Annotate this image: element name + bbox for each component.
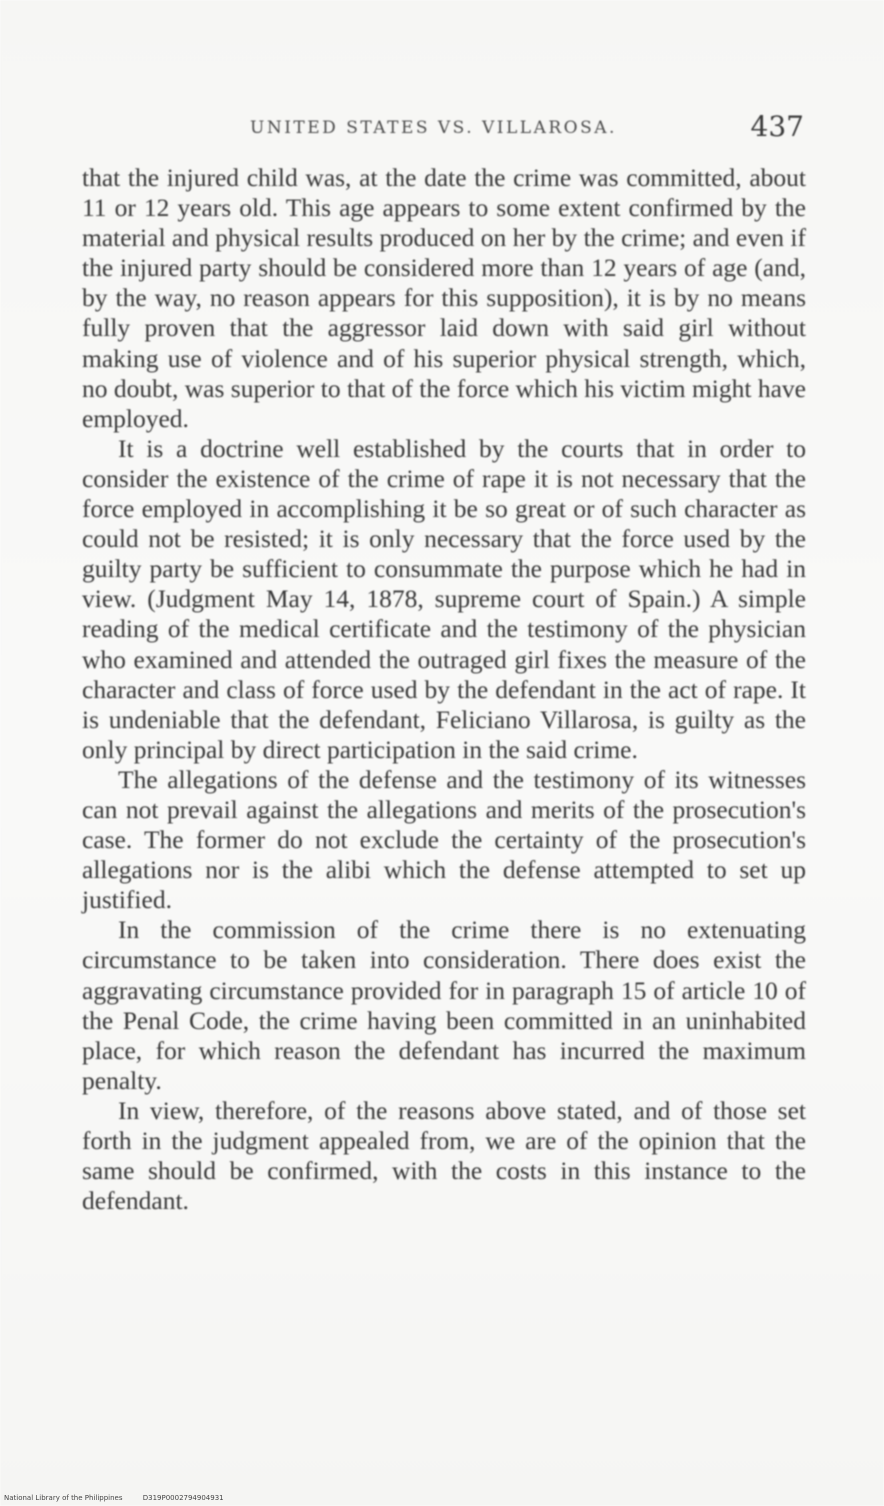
paragraph-circumstances: In the commission of the crime there is no extenuating circumstance to be taken into consideration. There does exist the aggravating circumstance provided for in paragraph 15 of article 10 of the Penal Code, the crime having been committed in an uninhabited place, for which reason the defendant has incurred the maximum penalty. — [82, 915, 806, 1095]
footer-identifier: D319P0002794904931 — [142, 1494, 224, 1502]
paragraph-conclusion: In view, therefore, of the reasons above stated, and of those set forth in the judgment appealed from, we are of the opinion that the same should be confirmed, with the costs in this instance to the defendant. — [82, 1095, 806, 1216]
paragraph-defense: The allegations of the defense and the testimony of its witnesses can not prevail against the allegations and merits of the prosecution's case. The former do not exclude the certainty of the prosecution's allegations nor is the alibi which the defense attempted to set up justified. — [82, 764, 806, 915]
paragraph-continuation: that the injured child was, at the date the crime was committed, about 11 or 12 years old. This age appears to some extent confirmed by the material and physical results produced on her by the crime; and even if the injured party should be considered more than 12 years of age (and, by the way, no reason appears for this supposition), it is by no means fully proven that the aggressor laid down with said girl without making use of violence and of his superior physical strength, which, no doubt, was superior to that of the force which his victim might have employed. — [82, 163, 806, 433]
page-number: 437 — [750, 110, 804, 143]
running-head: UNITED STATES VS. VILLAROSA. — [250, 118, 617, 138]
footer-source: National Library of the Philippines — [4, 1494, 123, 1502]
body-text — [82, 163, 806, 1216]
page-header — [80, 108, 804, 158]
scan-footer — [0, 1490, 884, 1506]
paragraph-doctrine: It is a doctrine well established by the courts that in order to consider the existence of the crime of rape it is not necessary that the force employed in accomplishing it be so great or of such character as could not be resisted; it is only necessary that the force used by the guilty party be sufficient to consummate the purpose which he had in view. (Judgment May 14, 1878, supreme court of Spain.) A simple reading of the medical certificate and the testimony of the physician who examined and attended the outraged girl fixes the measure of the character and class of force used by the defendant in the act of rape. It is undeniable that the defendant, Feliciano Villarosa, is guilty as the only principal by direct participation in the said crime. — [82, 433, 806, 764]
